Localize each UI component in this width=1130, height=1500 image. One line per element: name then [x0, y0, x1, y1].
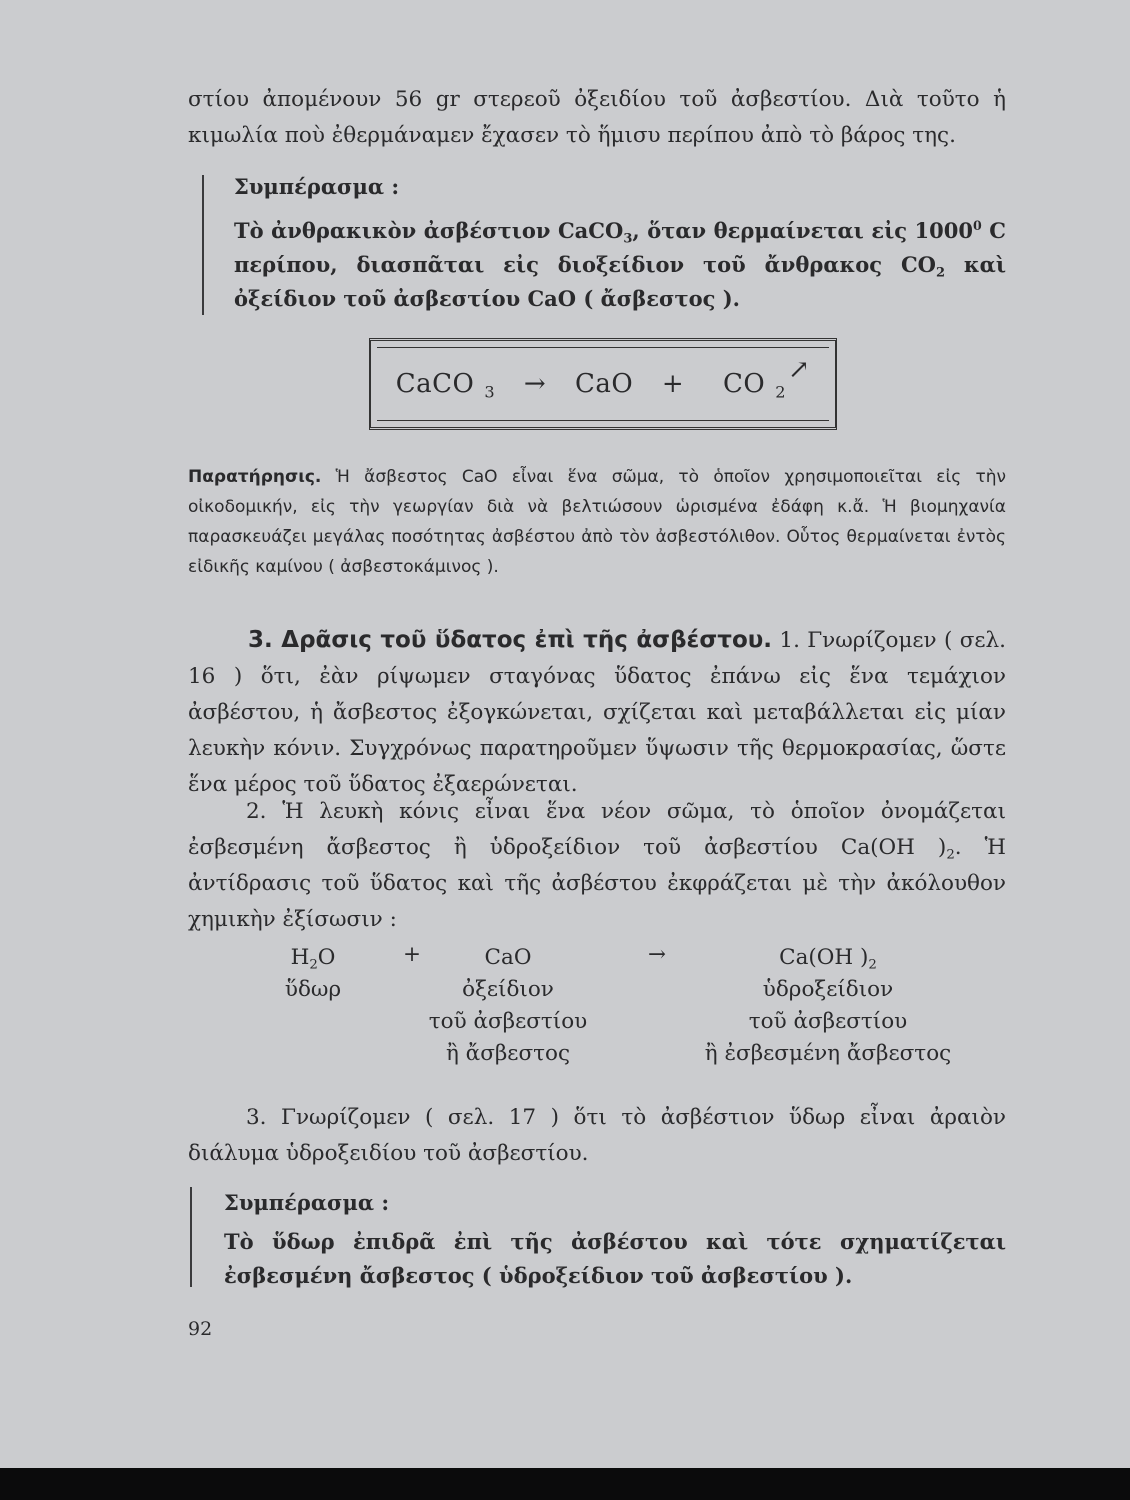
conclusion-box-1 [202, 175, 1006, 315]
remark-label: Παρατήρησις. [188, 467, 322, 487]
plus-sign: + [403, 942, 422, 967]
decomposition-equation: CaCO $_3$ → CaO + CO $_2$↗ [395, 355, 811, 402]
gas-arrow-icon: ↗ [787, 355, 811, 385]
product-hydroxide: Ca(OH )$_2$ ὑδροξείδιον τοῦ ἀσβεστίου ἢ ἐσβεσμένη ἄσβεστος [704, 945, 952, 1066]
section-3: 3. Δρᾶσις τοῦ ὕδατος ἐπὶ τῆς ἀσβέστου. 1. Γνωρίζομεν ( σελ. 16 ) ὅτι, ἐὰν ρίψωμεν σταγόνας ὕδατος ἐπάνω εἰς ἕνα τεμάχιον ἀσβέστου, ἡ ἄσβεστος ἐξογκώνεται, σχίζεται καὶ μεταβάλλεται εἰς μίαν λευκὴν κόνιν. Συγχρόνως παρατηροῦμεν ὕψωσιν τῆς θερμοκρασίας, ὥστε ἕνα μέρος τοῦ ὕδατος ἐξαερώνεται. [188, 627, 1006, 797]
conclusion-text: Τὸ ὕδωρ ἐπιδρᾶ ἐπὶ τῆς ἀσβέστου καὶ τότε σχηματίζεται ἐσβεσμένη ἄσβεστος ( ὑδροξείδιον τοῦ ἀσβεστίου ). [224, 1229, 1006, 1288]
page-number: 92 [188, 1318, 213, 1340]
reaction-arrow: → [523, 369, 547, 399]
hydration-reaction [188, 942, 1006, 1082]
equation-box [369, 338, 837, 430]
conclusion-title: Συμπέρασμα : [234, 174, 400, 199]
reaction-arrow: → [648, 942, 667, 967]
remark-paragraph: Παρατήρησις. Ἡ ἄσβεστος CaO εἶναι ἕνα σῶμα, τὸ ὁποῖον χρησιμοποιεῖται εἰς τὴν οἰκοδομικήν, εἰς τὴν γεωργίαν διὰ νὰ βελτιώσουν ὡρισμένα ἐδάφη κ.ἄ. Ἡ βιομηχανία παρασκευάζει μεγάλας ποσότητας ἀσβέστου ἀπὸ τὸν ἀσβεστόλιθον. Οὗτος θερμαίνεται ἐντὸς εἰδικῆς καμίνου ( ἀσβεστοκάμινος ). [188, 467, 1006, 577]
scan-border [0, 1468, 1130, 1500]
section-heading: 3. Δρᾶσις τοῦ ὕδατος ἐπὶ τῆς ἀσβέστου. [248, 627, 773, 653]
paragraph-2: 2. Ἡ λευκὴ κόνις εἶναι ἕνα νέον σῶμα, τὸ ὁποῖον ὀνομάζεται ἐσβεσμένη ἄσβεστος ἢ ὑδροξείδιον τοῦ ἀσβεστίου Ca(OH )$_2$. Ἡ ἀντίδρασις τοῦ ὕδατος καὶ τῆς ἀσβέστου ἐκφράζεται μὲ τὴν ἀκόλουθον χημικὴν ἐξίσωσιν : [188, 799, 1006, 932]
conclusion-text: Τὸ ἀνθρακικὸν ἀσβέστιον CaCO$_3$, ὅταν θερμαίνεται εἰς 1000$^0$ C περίπου, διασπᾶται εἰς διοξείδιον τοῦ ἄνθρακος $CO_2$ καὶ ὀξείδιον τοῦ ἀσβεστίου CaO ( ἄσβεστος ). [234, 218, 1006, 311]
conclusion-box-2 [190, 1187, 1006, 1287]
conclusion-title: Συμπέρασμα : [224, 1190, 390, 1215]
reactant-water: $H_2O$ ὕδωρ [284, 945, 342, 1002]
paragraph-3: 3. Γνωρίζομεν ( σελ. 17 ) ὅτι τὸ ἀσβέστιον ὕδωρ εἶναι ἀραιὸν διάλυμα ὑδροξειδίου τοῦ ἀσβεστίου. [188, 1105, 1006, 1166]
paragraph-continuation: στίου ἀπομένουν 56 gr στερεοῦ ὀξειδίου τοῦ ἀσβεστίου. Διὰ τοῦτο ἡ κιμωλία ποὺ ἐθερμάναμεν ἔχασεν τὸ ἥμισυ περίπου ἀπὸ τὸ βάρος της. [188, 87, 1006, 148]
reactant-lime: CaO ὀξείδιον τοῦ ἀσβεστίου ἢ ἄσβεστος [428, 945, 588, 1066]
